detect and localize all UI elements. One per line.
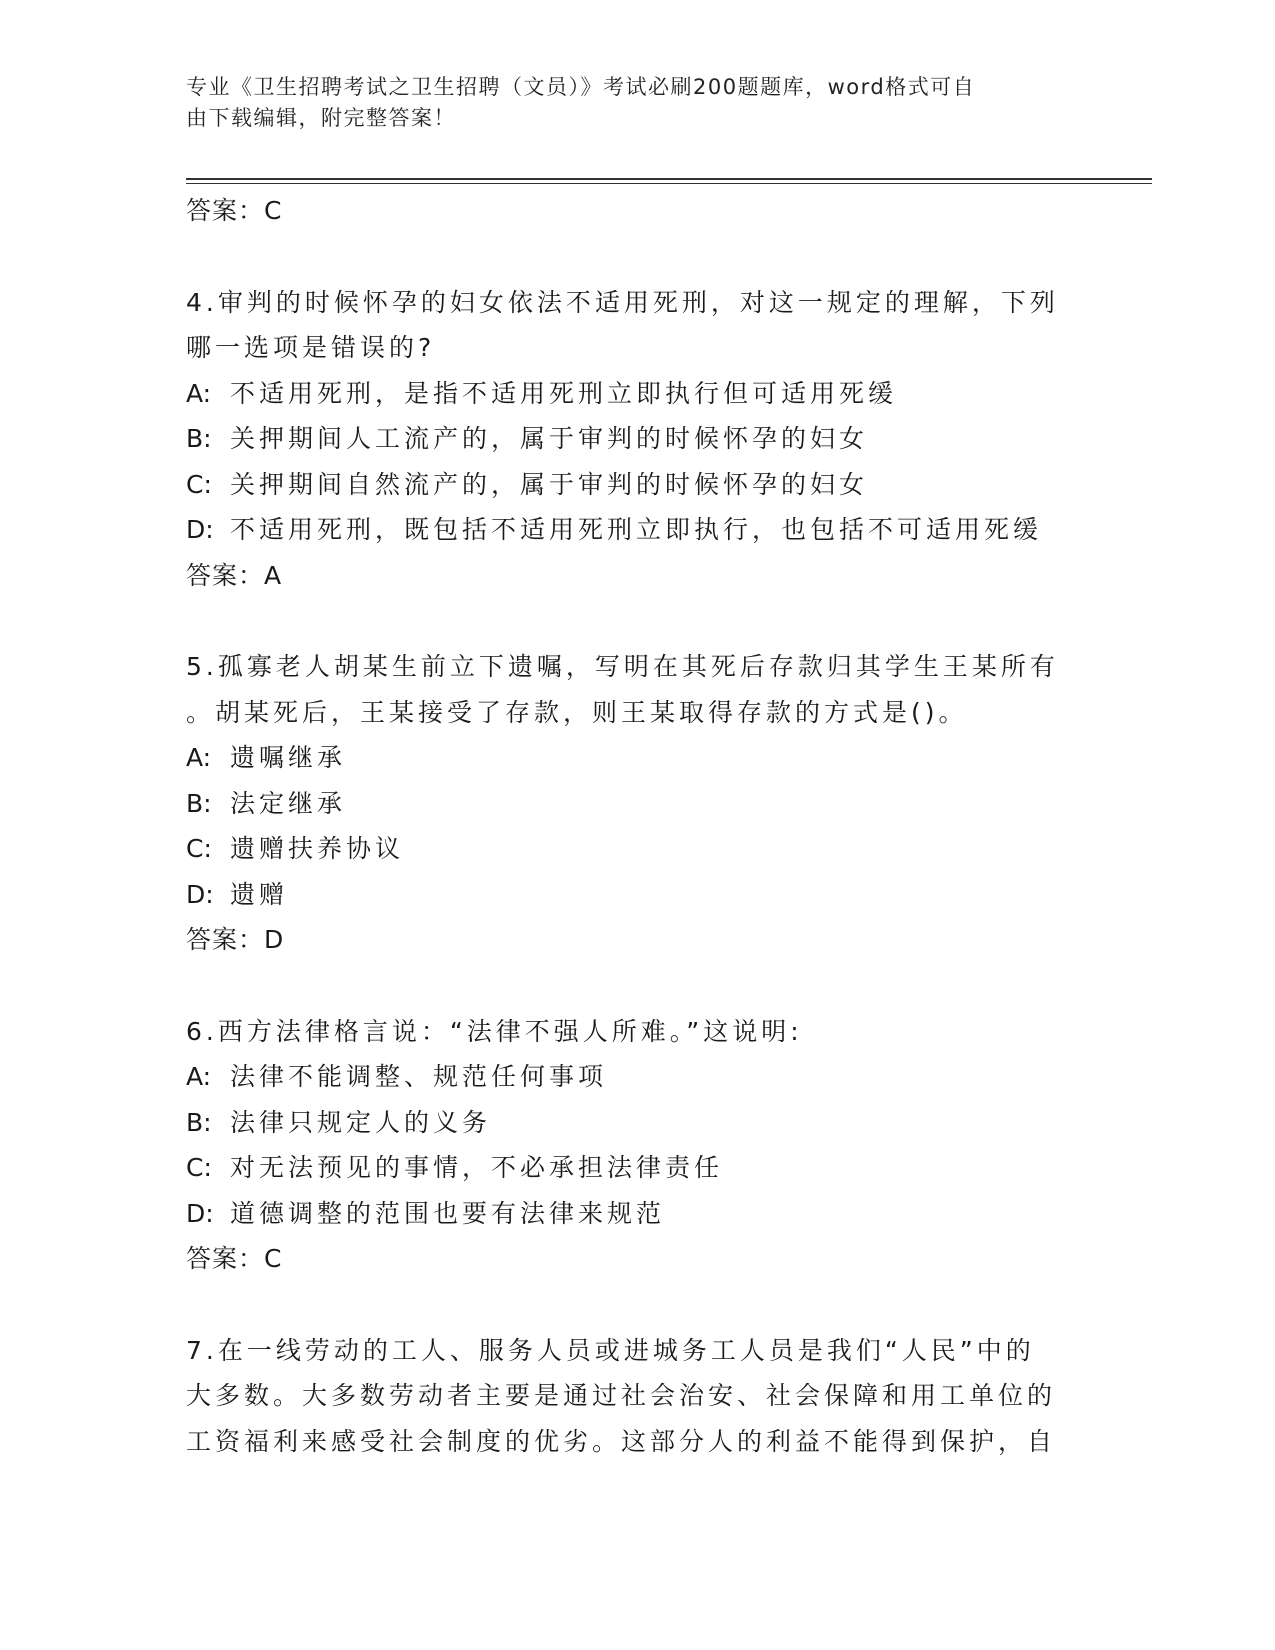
question-stem-line: 4.审判的时候怀孕的妇女依法不适用死刑，对这一规定的理解，下列 — [186, 287, 1059, 317]
answer-line: 答案：A — [186, 560, 283, 590]
question-block — [186, 280, 1066, 599]
option-d — [186, 1191, 1066, 1237]
question-stem-line: 7.在一线劳动的工人、服务人员或进城务工人员是我们“人民”中的 — [186, 1335, 1035, 1365]
option-key: C: — [186, 834, 212, 863]
header-line-1: 专业《卫生招聘考试之卫生招聘（文员）》考试必刷200题题库，word格式可自 — [186, 75, 976, 99]
question-stem-line: 6.西方法律格言说：“法律不强人所难。”这说明: — [186, 1016, 803, 1046]
answer-line: 答案：D — [186, 925, 285, 954]
option-key: D: — [186, 1198, 214, 1228]
question-stem-line: 。胡某死后，王某接受了存款，则王某取得存款的方式是()。 — [186, 697, 968, 727]
option-key: C: — [186, 469, 212, 499]
option-text: 遗赠扶养协议 — [230, 834, 405, 863]
option-text: 遗赠 — [230, 879, 289, 909]
header-divider-thick — [186, 178, 1152, 180]
option-text: 法律不能调整、规范任何事项 — [230, 1062, 608, 1091]
option-a — [186, 371, 1066, 417]
question-stem-line: 哪一选项是错误的? — [186, 333, 436, 362]
option-text: 道德调整的范围也要有法律来规范 — [230, 1198, 666, 1228]
option-key: B: — [186, 788, 212, 818]
option-text: 不适用死刑，既包括不适用死刑立即执行，也包括不可适用死缓 — [230, 515, 1043, 544]
option-key: A: — [186, 743, 212, 772]
question-block — [186, 1009, 1066, 1282]
answer-line: 答案：C — [186, 1244, 283, 1273]
option-a — [186, 735, 1066, 781]
option-text: 对无法预见的事情，不必承担法律责任 — [230, 1153, 724, 1182]
option-text: 关押期间自然流产的，属于审判的时候怀孕的妇女 — [230, 469, 869, 499]
option-key: A: — [186, 378, 212, 408]
option-text: 法定继承 — [230, 788, 347, 818]
option-b — [186, 1100, 1066, 1146]
option-key: A: — [186, 1062, 212, 1091]
question-stem-line: 工资福利来感受社会制度的优劣。这部分人的利益不能得到保护，自 — [186, 1426, 1057, 1456]
option-a — [186, 1054, 1066, 1100]
option-text: 法律只规定人的义务 — [230, 1107, 492, 1137]
option-c — [186, 826, 1066, 872]
question-stem-line: 大多数。大多数劳动者主要是通过社会治安、社会保障和用工单位的 — [186, 1381, 1057, 1410]
question-block — [186, 1328, 1066, 1465]
option-key: C: — [186, 1153, 212, 1182]
spacer — [186, 234, 1066, 280]
spacer — [186, 1282, 1066, 1328]
option-d — [186, 507, 1066, 553]
document-body — [186, 188, 1066, 1464]
header-divider-thin — [186, 183, 1152, 184]
option-key: B: — [186, 424, 212, 453]
option-b — [186, 781, 1066, 827]
option-text: 不适用死刑，是指不适用死刑立即执行但可适用死缓 — [230, 378, 898, 408]
option-b — [186, 416, 1066, 462]
question-stem-line: 5.孤寡老人胡某生前立下遗嘱，写明在其死后存款归其学生王某所有 — [186, 652, 1059, 681]
option-text: 关押期间人工流产的，属于审判的时候怀孕的妇女 — [230, 424, 869, 453]
spacer — [186, 963, 1066, 1009]
option-d — [186, 872, 1066, 918]
header-line-2: 由下载编辑，附完整答案！ — [186, 106, 456, 130]
question-block — [186, 644, 1066, 963]
option-key: D: — [186, 515, 214, 544]
option-key: D: — [186, 879, 214, 909]
answer-line: 答案：C — [186, 196, 283, 225]
option-c — [186, 462, 1066, 508]
option-c — [186, 1145, 1066, 1191]
document-header — [186, 72, 1066, 134]
spacer — [186, 598, 1066, 644]
option-text: 遗嘱继承 — [230, 743, 347, 772]
option-key: B: — [186, 1107, 212, 1137]
